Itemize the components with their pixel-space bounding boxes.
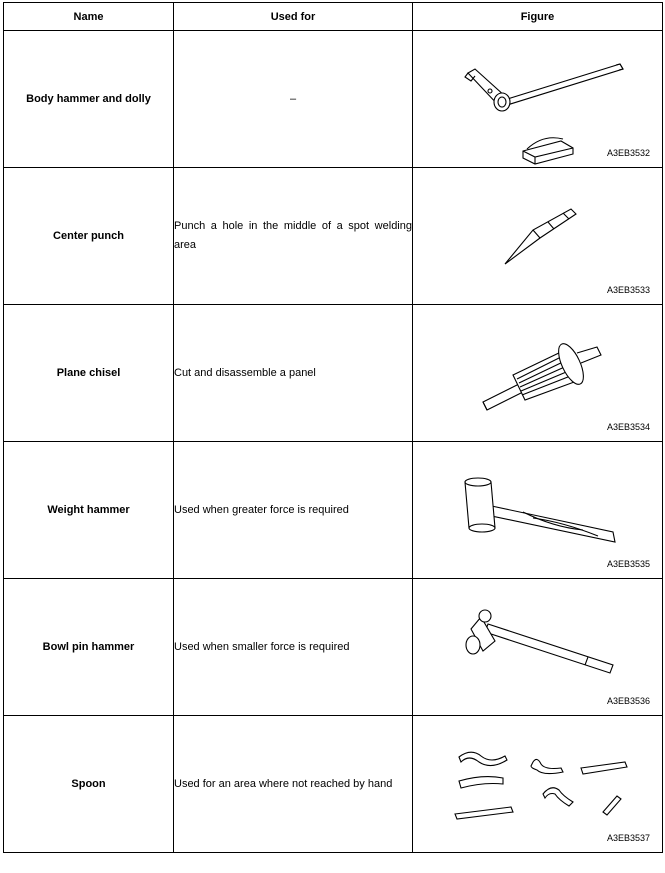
tool-name: Plane chisel [4,305,174,442]
figure-code: A3EB3536 [606,696,650,706]
bowl-pin-hammer-icon [413,579,663,715]
tool-use: Used when greater force is required [174,442,413,579]
figure-code: A3EB3535 [606,559,650,569]
header-name: Name [4,3,174,31]
figure-code: A3EB3532 [606,148,650,158]
tool-figure [413,31,663,168]
table-header-row [4,3,663,31]
center-punch-icon [413,168,663,304]
figure-code: A3EB3537 [606,833,650,843]
header-used-for: Used for [174,3,413,31]
tool-use: – [174,31,413,168]
figure-code: A3EB3533 [606,285,650,295]
table-row [4,579,663,716]
plane-chisel-icon [413,305,663,441]
header-figure: Figure [413,3,663,31]
tool-name: Center punch [4,168,174,305]
tool-use [174,168,413,305]
table-row [4,31,663,168]
tool-name: Spoon [4,716,174,853]
tool-use-text: Used for an area where not reached by hand [174,777,393,790]
tool-figure [413,716,663,853]
body-hammer-and-dolly-icon [413,31,663,167]
tool-figure [413,442,663,579]
tool-figure [413,579,663,716]
tool-name: Bowl pin hammer [4,579,174,716]
weight-hammer-icon [413,442,663,578]
spoons-icon [413,716,663,852]
tool-use [174,716,413,853]
table-row [4,168,663,305]
tool-use: Used when smaller force is required [174,579,413,716]
table-row [4,442,663,579]
tool-figure [413,305,663,442]
figure-code: A3EB3534 [606,422,650,432]
tool-name: Weight hammer [4,442,174,579]
tool-figure [413,168,663,305]
table-row [4,716,663,853]
tool-use-text: Punch a hole in the middle of a spot welding area [174,220,412,251]
table-row [4,305,663,442]
tool-name: Body hammer and dolly [4,31,174,168]
tool-use: Cut and disassemble a panel [174,305,413,442]
tools-table [3,2,663,853]
